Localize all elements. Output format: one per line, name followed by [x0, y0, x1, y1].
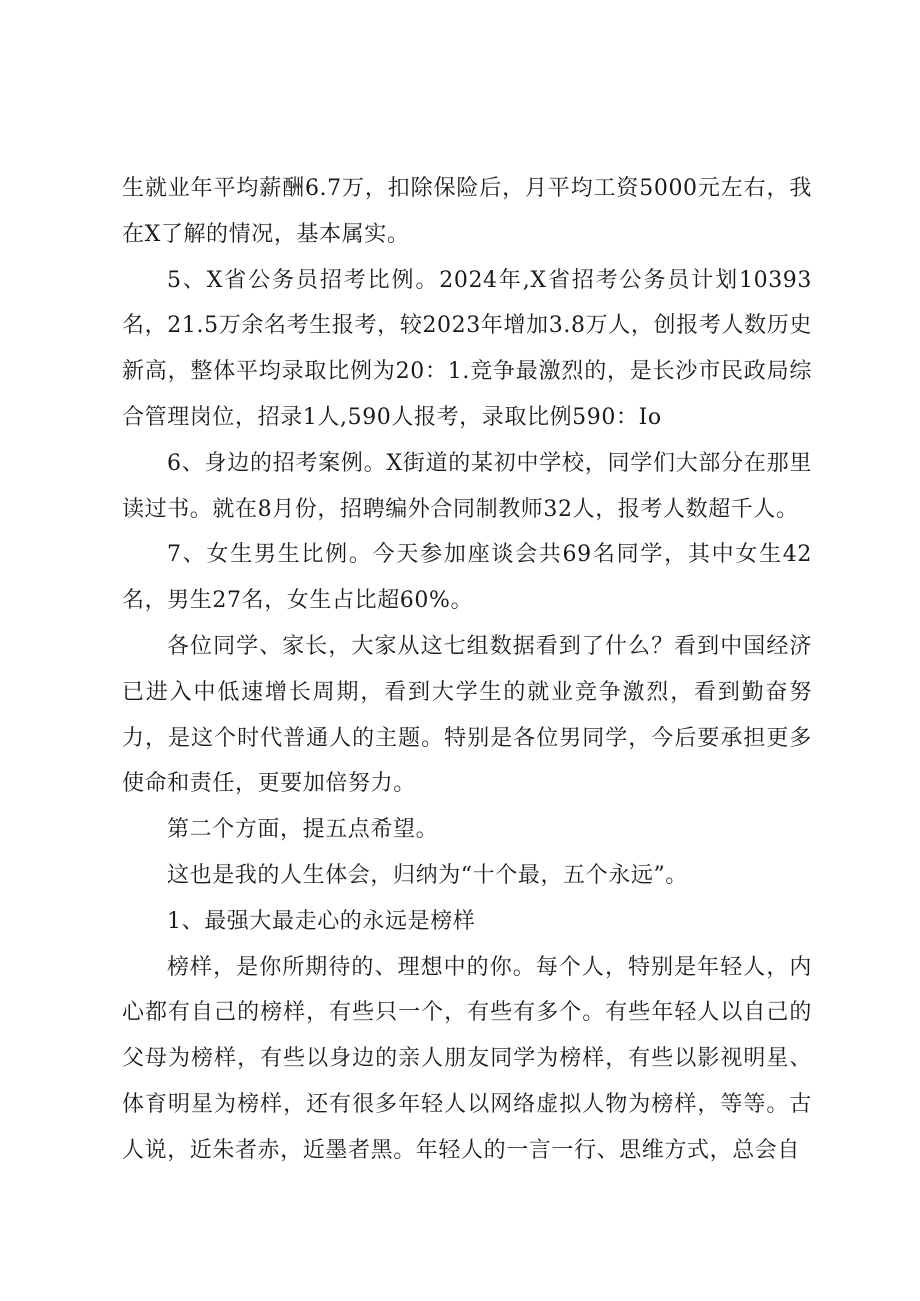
paragraph-role-model: 榜样，是你所期待的、理想中的你。每个人，特别是年轻人，内心都有自己的榜样，有些只一个，有些有多个。有些年轻人以自己的父母为榜样，有些以身边的亲人朋友同学为榜样，有些以影视明星、体育明星为榜样，还有很多年轻人以网络虚拟人物为榜样，等等。古人说，近朱者赤，近墨者黑。年轻人的一言一行、思维方式，总会自	[122, 954, 812, 1163]
paragraph-summary: 各位同学、家长，大家从这七组数据看到了什么？看到中国经济已进入中低速增长周期，看到大学生的就业竞争激烈，看到勤奋努力，是这个时代普通人的主题。特别是各位男同学，今后要承担更多使命和责任，更要加倍努力。	[122, 633, 812, 797]
subheading-role-model: 1、最强大最走心的永远是榜样	[167, 908, 476, 934]
paragraph-salary-continuation: 生就业年平均薪酬6.7万，扣除保险后，月平均工资5000元左右，我在X了解的情况，基本属实。	[122, 176, 812, 247]
document-body	[122, 166, 812, 1174]
paragraph-life-experience: 这也是我的人生体会，归纳为“十个最，五个永远”。	[167, 862, 688, 888]
paragraph-gender-ratio: 7、女生男生比例。今天参加座谈会共69名同学，其中女生42名，男生27名，女生占比超60%。	[122, 542, 812, 614]
paragraph-local-recruitment-case: 6、身边的招考案例。X街道的某初中学校，同学们大部分在那里读过书。就在8月份，招聘编外合同制教师32人，报考人数超千人。	[122, 450, 812, 522]
section-heading-five-hopes: 第二个方面，提五点希望。	[167, 817, 439, 843]
paragraph-civil-service-ratio: 5、X省公务员招考比例。2024年,X省招考公务员计划10393名，21.5万余名考生报考，较2023年增加3.8万人，创报考人数历史新高，整体平均录取比例为20：1.竞争最激烈的，是长沙市民政局综合管理岗位，招录1人,590人报考，录取比例590：Io	[122, 267, 812, 430]
